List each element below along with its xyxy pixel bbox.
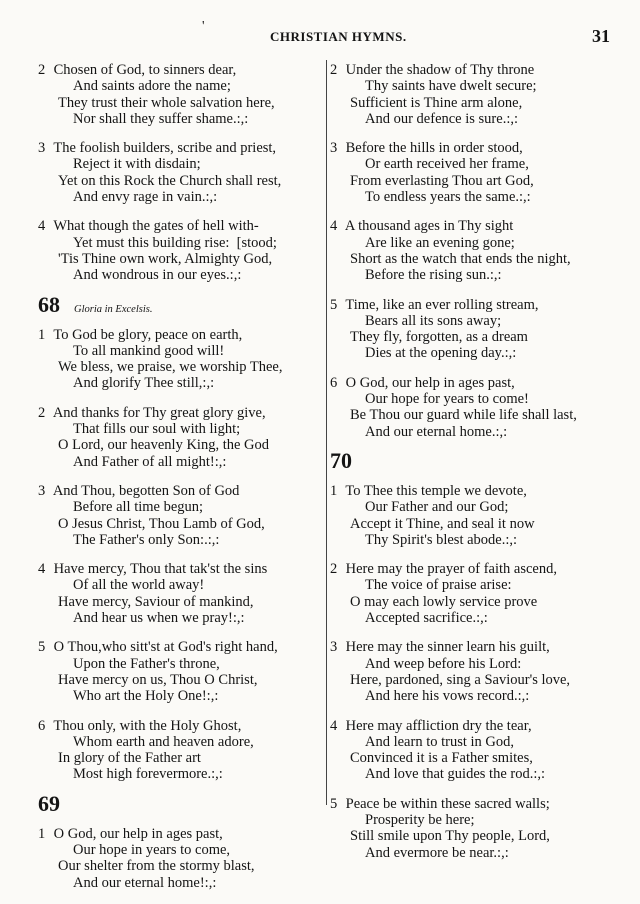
verse-line: Have mercy, Saviour of mankind, (58, 593, 254, 610)
verse-number: 4 (330, 717, 338, 734)
verse-line: 3 Here may the sinner learn his guilt, (330, 639, 550, 656)
verse-line: Sufficient is Thine arm alone, (350, 94, 523, 111)
verse-line: Our hope in years to come, (73, 841, 231, 858)
verse-number: 5 (330, 795, 338, 812)
verse-line: 2 Here may the prayer of faith ascend, (330, 561, 557, 578)
verse-line: To endless years the same.:,: (365, 189, 531, 206)
verse-line: 2 And thanks for Thy great glory give, (38, 404, 266, 421)
verse-line: 5 O Thou,who sitt'st at God's right hand, (38, 639, 278, 656)
verse-line: 2 Under the shadow of Thy throne (330, 62, 535, 78)
verse-number: 3 (38, 482, 46, 499)
verse (330, 796, 632, 861)
verse (330, 140, 632, 205)
verse-line: Of all the world away! (73, 577, 205, 594)
verse-line: 4 Have mercy, Thou that tak'st the sins (38, 561, 268, 578)
verse-line: Short as the watch that ends the night, (350, 250, 571, 267)
verse (38, 405, 322, 470)
verse-number: 4 (330, 218, 338, 235)
verse-line: Our Father and our God; (365, 499, 509, 516)
verse-line: And our eternal home.:,: (365, 423, 508, 440)
verse-line: O Jesus Christ, Thou Lamb of God, (58, 515, 265, 532)
verse-line: 3 The foolish builders, scribe and priest, (38, 140, 277, 157)
verse-number: 2 (330, 62, 338, 78)
verse-line: And our defence is sure.:,: (365, 110, 519, 127)
verse-line: The voice of praise arise: (365, 577, 512, 594)
verse (38, 826, 322, 891)
verse-line: And weep before his Lord: (365, 655, 522, 672)
verse-line: They trust their whole salvation here, (58, 94, 275, 111)
verse-line: And envy rage in vain.:,: (73, 189, 218, 206)
verse-line: 4 What though the gates of hell with- (38, 218, 259, 235)
verse-line: Yet must this building rise: [stood; (73, 234, 277, 251)
hymn-heading (38, 291, 322, 323)
hymn-heading (330, 447, 632, 479)
verse-line: Convinced it is a Father smites, (350, 750, 533, 767)
running-title: CHRISTIAN HYMNS. (270, 29, 407, 44)
verse-line: 1 To Thee this temple we devote, (330, 482, 527, 499)
verse-line: And hear us when we pray!:,: (73, 610, 245, 627)
verse (38, 327, 322, 392)
verse-line: Bears all its sons away; (365, 312, 502, 329)
verse-line: Dies at the opening day.:,: (365, 345, 517, 362)
verse-number: 2 (38, 404, 46, 421)
verse-line: 4 A thousand ages in Thy sight (330, 218, 514, 235)
verse-line: Yet on this Rock the Church shall rest, (58, 172, 282, 189)
verse (38, 218, 322, 283)
verse (330, 639, 632, 704)
verse-line: And love that guides the rod.:,: (365, 766, 546, 783)
verse-line: 3 Before the hills in order stood, (330, 140, 523, 157)
verse-line: Are like an evening gone; (365, 234, 515, 251)
verse-line: Accepted sacrifice.:,: (365, 610, 488, 627)
page-header (0, 19, 640, 49)
verse (330, 375, 632, 440)
verse-line: Before the rising sun.:,: (365, 267, 502, 284)
verse-number: 2 (38, 62, 46, 78)
verse-line: And saints adore the name; (73, 78, 231, 95)
verse-line: We bless, we praise, we worship Thee, (58, 359, 283, 376)
verse-line: And learn to trust in God, (365, 733, 515, 750)
verse (38, 140, 322, 205)
verse-line: 4 Here may affliction dry the tear, (330, 717, 532, 734)
verse-line: In glory of the Father art (58, 750, 201, 767)
hymn-subtitle: Gloria in Excelsis. (74, 303, 153, 315)
verse (38, 718, 322, 783)
verse-number: 3 (330, 639, 338, 656)
verse-line: The Father's only Son:.:,: (73, 531, 220, 548)
hymn-heading (38, 790, 322, 822)
verse-line: Most high forevermore.:,: (73, 766, 223, 783)
verse-line: 6 Thou only, with the Holy Ghost, (38, 717, 242, 734)
verse-number: 1 (38, 326, 46, 343)
verse-line: Prosperity be here; (365, 811, 475, 828)
verse-line: They fly, forgotten, as a dream (350, 329, 528, 346)
verse-line: Upon the Father's throne, (73, 655, 220, 672)
verse (330, 62, 632, 127)
verse-line: And Father of all might!:,: (73, 453, 227, 470)
verse (330, 297, 632, 362)
verse-line: 1 O God, our help in ages past, (38, 825, 223, 842)
verse-line: Who art the Holy One!:,: (73, 688, 219, 705)
verse-line: 5 Peace be within these sacred walls; (330, 795, 550, 812)
verse (38, 483, 322, 548)
verse-line: Or earth received her frame, (365, 156, 529, 173)
verse (330, 218, 632, 283)
verse-line: O Lord, our heavenly King, the God (58, 437, 270, 454)
verse-line: O may each lowly service prove (350, 593, 538, 610)
verse-line: Thy saints have dwelt secure; (365, 78, 537, 95)
verse-number: 1 (330, 482, 338, 499)
verse-line: And evermore be near.:,: (365, 844, 509, 861)
verse-line: Reject it with disdain; (73, 156, 201, 173)
verse-line: And wondrous in our eyes.:,: (73, 267, 242, 284)
verse (330, 483, 632, 548)
verse-line: And our eternal home!:,: (73, 874, 217, 891)
verse (330, 561, 632, 626)
verse-number: 6 (38, 717, 46, 734)
right-column (330, 62, 632, 874)
verse-number: 4 (38, 561, 46, 578)
verse-line: 3 And Thou, begotten Son of God (38, 482, 240, 499)
stray-mark: ' (202, 19, 205, 34)
hymn-number: 68 (38, 291, 60, 317)
verse-line: Our hope for years to come! (365, 391, 529, 408)
verse (330, 718, 632, 783)
verse-line: Whom earth and heaven adore, (73, 733, 254, 750)
verse-line: 5 Time, like an ever rolling stream, (330, 296, 539, 313)
verse-line: And glorify Thee still,:,: (73, 375, 215, 392)
column-divider (326, 60, 327, 805)
verse (38, 639, 322, 704)
verse-number: 3 (330, 140, 338, 157)
verse-number: 5 (330, 296, 338, 313)
verse-line: Be Thou our guard while life shall last, (350, 407, 577, 424)
verse-number: 4 (38, 218, 46, 235)
verse-line: Have mercy on us, Thou O Christ, (58, 671, 258, 688)
verse-line: Our shelter from the stormy blast, (58, 858, 255, 875)
left-column (38, 62, 322, 904)
verse-line: Nor shall they suffer shame.:,: (73, 110, 249, 127)
verse-line: 1 To God be glory, peace on earth, (38, 326, 243, 343)
verse-number: 2 (330, 561, 338, 578)
verse-line: 2 Chosen of God, to sinners dear, (38, 62, 237, 78)
verse-line: 'Tis Thine own work, Almighty God, (58, 250, 273, 267)
page-number: 31 (592, 26, 610, 46)
hymn-number: 70 (330, 447, 352, 473)
verse (38, 561, 322, 626)
verse-line: Thy Spirit's blest abode.:,: (365, 531, 518, 548)
verse-line: And here his vows record.:,: (365, 688, 530, 705)
verse-number: 3 (38, 140, 46, 157)
verse-line: Accept it Thine, and seal it now (350, 515, 535, 532)
verse-line: That fills our soul with light; (73, 421, 241, 438)
verse (38, 62, 322, 127)
verse-line: Before all time begun; (73, 499, 204, 516)
verse-number: 1 (38, 825, 46, 842)
verse-number: 6 (330, 374, 338, 391)
verse-line: Here, pardoned, sing a Saviour's love, (350, 671, 571, 688)
verse-number: 5 (38, 639, 46, 656)
hymn-number: 69 (38, 790, 60, 816)
verse-line: To all mankind good will! (73, 342, 225, 359)
verse-line: From everlasting Thou art God, (350, 172, 534, 189)
verse-line: 6 O God, our help in ages past, (330, 374, 515, 391)
verse-line: Still smile upon Thy people, Lord, (350, 828, 550, 845)
